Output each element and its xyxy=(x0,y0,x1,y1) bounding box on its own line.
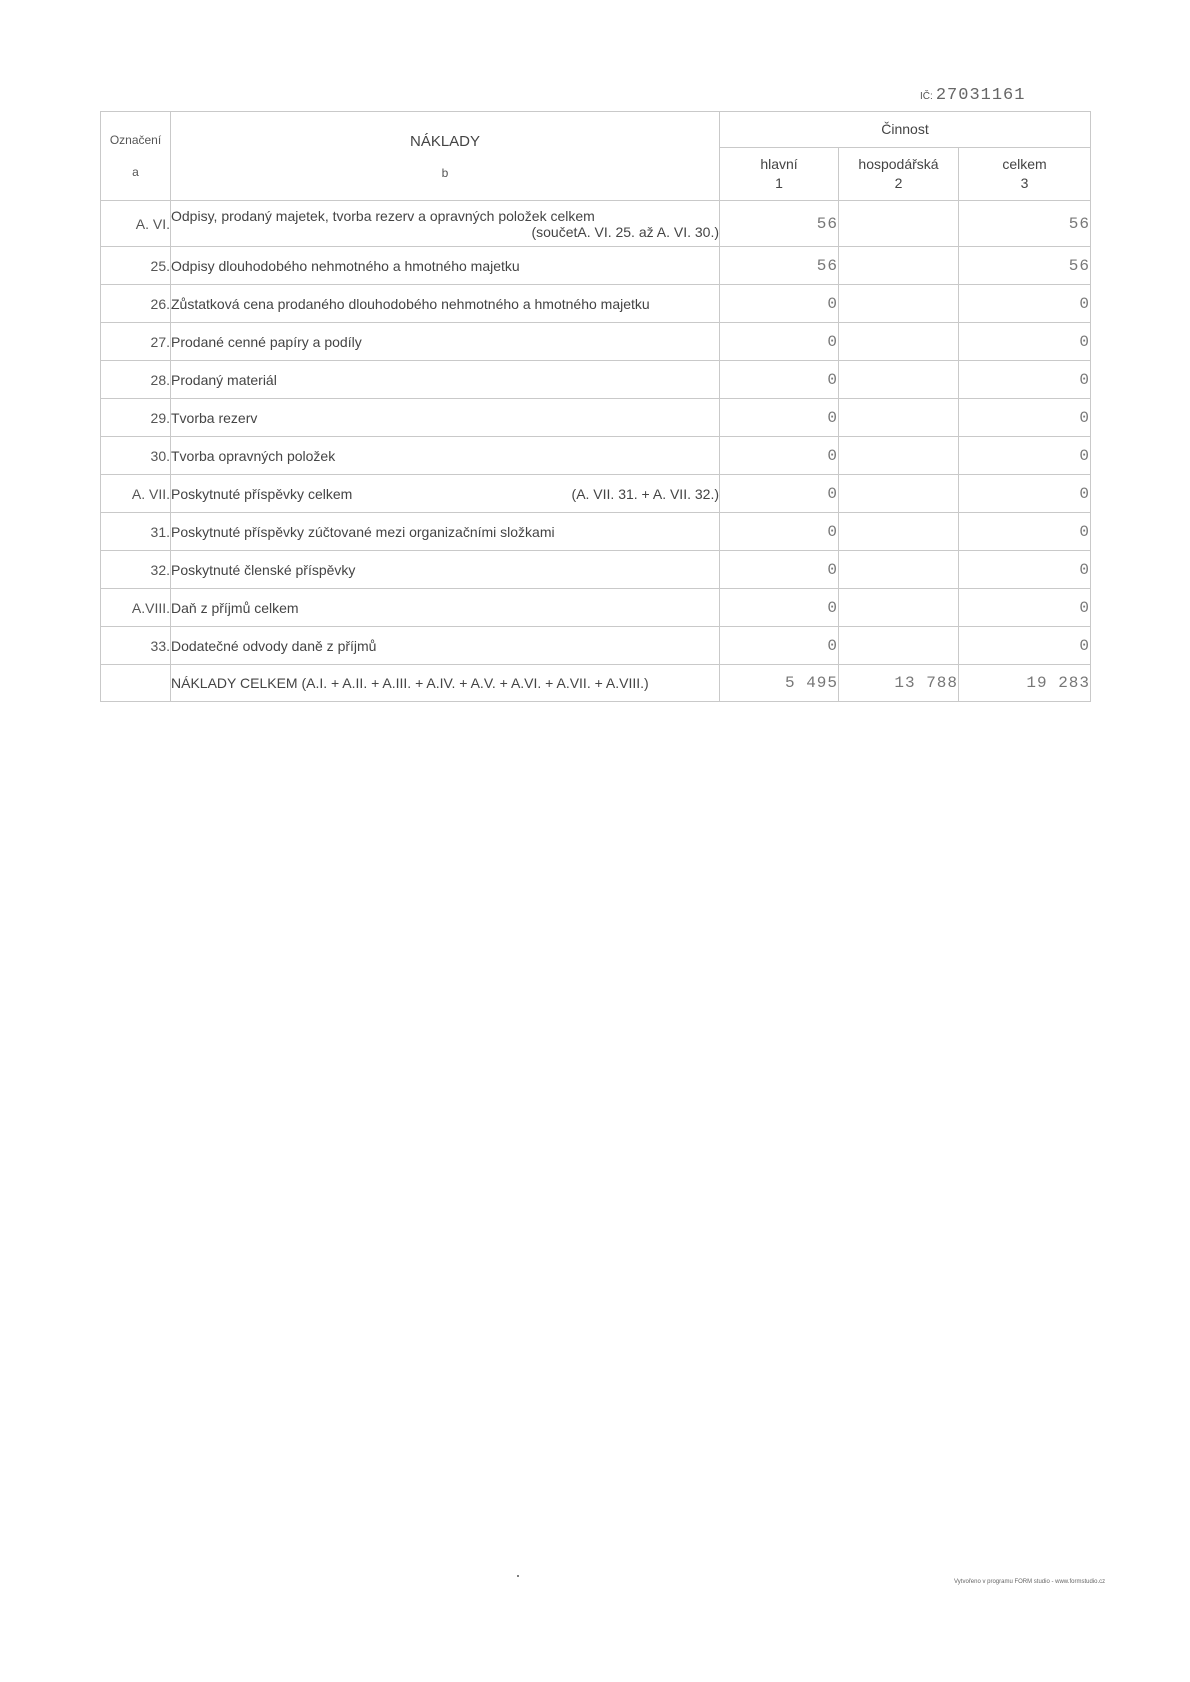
row-celkem: 0 xyxy=(959,285,1091,323)
header-col-hospodarska-num: 2 xyxy=(894,175,903,191)
row-oznaceni: A. VI. xyxy=(101,201,171,247)
header-oznaceni-sub: a xyxy=(132,165,139,179)
row-celkem: 0 xyxy=(959,551,1091,589)
row-oznaceni: A. VII. xyxy=(101,475,171,513)
row-celkem: 0 xyxy=(959,323,1091,361)
row-text xyxy=(171,475,720,513)
row-celkem: 0 xyxy=(959,589,1091,627)
row-celkem: 0 xyxy=(959,627,1091,665)
header-col-hlavni-num: 1 xyxy=(775,175,783,191)
header-naklady-sub: b xyxy=(441,165,449,180)
row-hospodarska xyxy=(839,399,959,437)
row-text-line1: Odpisy, prodaný majetek, tvorba rezerv a opravných položek celkem xyxy=(171,207,595,224)
header-col-hlavni xyxy=(720,148,839,201)
row-hlavni: 56 xyxy=(720,201,839,247)
row-hlavni: 0 xyxy=(720,589,839,627)
header-oznaceni-label: Označení xyxy=(109,133,162,147)
row-text-line2: (součetA. VI. 25. až A. VI. 30.) xyxy=(531,223,719,240)
header-col-celkem-num: 3 xyxy=(1020,175,1029,191)
total-celkem: 19 283 xyxy=(959,665,1091,702)
row-text: Prodaný materiál xyxy=(171,361,720,399)
row-oznaceni: 31. xyxy=(101,513,171,551)
row-hlavni: 0 xyxy=(720,437,839,475)
row-oznaceni: 32. xyxy=(101,551,171,589)
total-text: NÁKLADY CELKEM (A.I. + A.II. + A.III. + A.IV. + A.V. + A.VI. + A.VII. + A.VIII.) xyxy=(171,665,720,702)
row-hospodarska xyxy=(839,513,959,551)
row-text xyxy=(171,201,720,247)
row-oznaceni: 25. xyxy=(101,247,171,285)
row-text: Dodatečné odvody daně z příjmů xyxy=(171,627,720,665)
table-row xyxy=(101,361,1091,399)
header-col-hlavni-label: hlavní xyxy=(760,156,798,172)
row-hlavni: 0 xyxy=(720,285,839,323)
table-row xyxy=(101,589,1091,627)
row-hospodarska xyxy=(839,285,959,323)
scan-dot xyxy=(517,1575,519,1577)
ic-label: IČ: xyxy=(920,91,933,102)
header-col-celkem xyxy=(959,148,1091,201)
row-celkem: 0 xyxy=(959,475,1091,513)
row-text: Poskytnuté příspěvky zúčtované mezi organizačními složkami xyxy=(171,513,720,551)
row-celkem: 56 xyxy=(959,201,1091,247)
row-celkem: 0 xyxy=(959,361,1091,399)
header-row-1 xyxy=(101,112,1091,148)
total-hospodarska: 13 788 xyxy=(839,665,959,702)
table-row xyxy=(101,399,1091,437)
footer-note: Vytvořeno v programu FORM studio - www.formstudio.cz xyxy=(954,1579,1106,1585)
row-hlavni: 56 xyxy=(720,247,839,285)
row-hospodarska xyxy=(839,475,959,513)
header-naklady xyxy=(171,112,720,201)
table-row xyxy=(101,201,1091,247)
table-row xyxy=(101,475,1091,513)
table-row xyxy=(101,513,1091,551)
row-hospodarska xyxy=(839,627,959,665)
row-hospodarska xyxy=(839,589,959,627)
row-hospodarska xyxy=(839,323,959,361)
row-text: Odpisy dlouhodobého nehmotného a hmotného majetku xyxy=(171,247,720,285)
header-col-hospodarska-label: hospodářská xyxy=(858,156,939,172)
row-text: Tvorba rezerv xyxy=(171,399,720,437)
row-oznaceni: A.VIII. xyxy=(101,589,171,627)
row-hlavni: 0 xyxy=(720,323,839,361)
row-celkem: 0 xyxy=(959,437,1091,475)
row-text: Tvorba opravných položek xyxy=(171,437,720,475)
header-naklady-label: NÁKLADY xyxy=(409,132,481,150)
row-text: Prodané cenné papíry a podíly xyxy=(171,323,720,361)
table-row xyxy=(101,551,1091,589)
total-row xyxy=(101,665,1091,702)
row-text-left: Poskytnuté příspěvky celkem xyxy=(171,485,353,502)
row-oznaceni: 30. xyxy=(101,437,171,475)
row-celkem: 0 xyxy=(959,399,1091,437)
row-celkem: 56 xyxy=(959,247,1091,285)
row-text-right: (A. VII. 31. + A. VII. 32.) xyxy=(571,485,719,502)
row-oznaceni: 33. xyxy=(101,627,171,665)
row-oznaceni: 28. xyxy=(101,361,171,399)
row-hlavni: 0 xyxy=(720,399,839,437)
table-row xyxy=(101,323,1091,361)
row-hospodarska xyxy=(839,361,959,399)
row-oznaceni: 29. xyxy=(101,399,171,437)
total-oznaceni xyxy=(101,665,171,702)
row-celkem: 0 xyxy=(959,513,1091,551)
row-hospodarska xyxy=(839,437,959,475)
row-text: Daň z příjmů celkem xyxy=(171,589,720,627)
row-hlavni: 0 xyxy=(720,513,839,551)
row-hlavni: 0 xyxy=(720,627,839,665)
table-row xyxy=(101,627,1091,665)
row-hospodarska xyxy=(839,551,959,589)
row-hospodarska xyxy=(839,201,959,247)
header-cinnost: Činnost xyxy=(720,112,1091,148)
row-hlavni: 0 xyxy=(720,551,839,589)
row-hlavni: 0 xyxy=(720,475,839,513)
row-hlavni: 0 xyxy=(720,361,839,399)
row-text: Poskytnuté členské příspěvky xyxy=(171,551,720,589)
table-row xyxy=(101,247,1091,285)
header-col-hospodarska xyxy=(839,148,959,201)
table-row xyxy=(101,437,1091,475)
table-row xyxy=(101,285,1091,323)
ic-field xyxy=(920,86,1025,105)
row-oznaceni: 27. xyxy=(101,323,171,361)
row-hospodarska xyxy=(839,247,959,285)
header-oznaceni xyxy=(101,112,171,201)
ic-value: 27031161 xyxy=(935,86,1026,105)
header-col-celkem-label: celkem xyxy=(1002,156,1047,172)
row-oznaceni: 26. xyxy=(101,285,171,323)
row-text: Zůstatková cena prodaného dlouhodobého nehmotného a hmotného majetku xyxy=(171,285,720,323)
naklady-table xyxy=(100,111,1091,702)
total-hlavni: 5 495 xyxy=(720,665,839,702)
